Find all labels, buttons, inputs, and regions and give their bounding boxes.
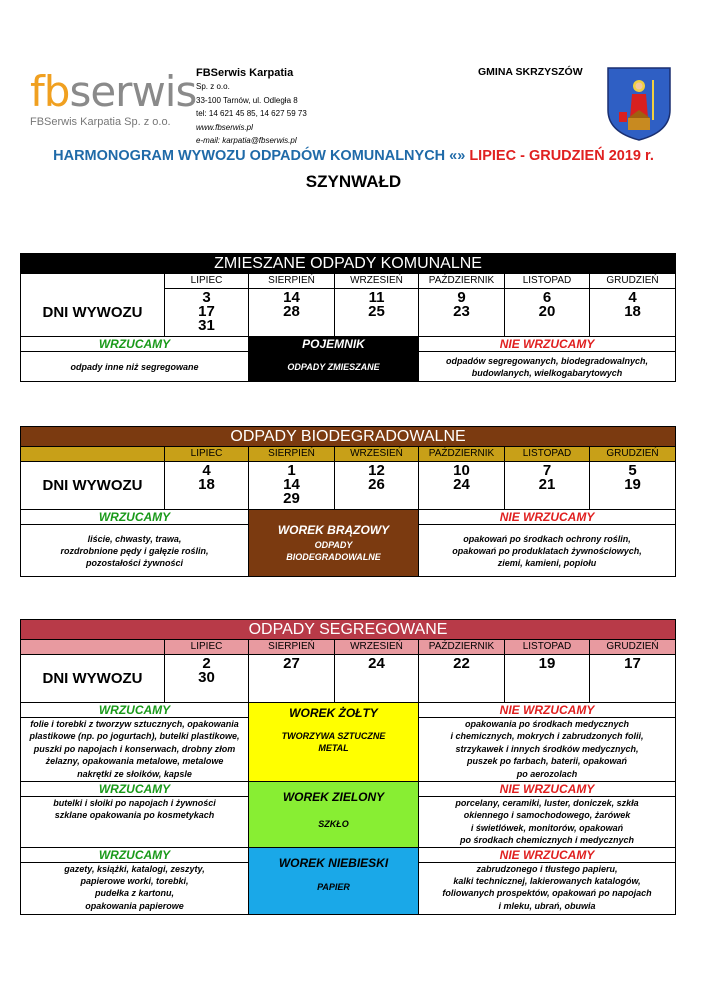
month-header: LIPIEC xyxy=(165,447,249,462)
collection-days: 22 xyxy=(419,655,505,703)
allowed-items: gazety, książki, katalogi, zeszyty, papierowe worki, torebki, pudełka z kartonu, opakowania papierowe xyxy=(21,862,249,914)
container-type: ODPADY BIODEGRADOWALNE xyxy=(286,540,381,562)
allowed-items: liście, chwasty, trawa, rozdrobnione pędy i gałęzie roślin, pozostałości żywności xyxy=(21,525,249,577)
mixed-waste-title: ZMIESZANE ODPADY KOMUNALNE xyxy=(21,254,676,274)
company-name: FBSerwis Karpatia xyxy=(196,67,294,79)
not-allowed-label: NIE WRZUCAMY xyxy=(419,782,676,797)
collection-days: 11 25 xyxy=(335,289,419,337)
company-website: www.fbserwis.pl xyxy=(196,122,253,132)
not-allowed-label: NIE WRZUCAMY xyxy=(419,847,676,862)
allowed-label: WRZUCAMY xyxy=(21,703,249,718)
collection-days: 5 19 xyxy=(590,462,676,510)
month-header: LIPIEC xyxy=(165,274,249,289)
month-header: WRZESIEŃ xyxy=(335,640,419,655)
container-type: ODPADY ZMIESZANE xyxy=(249,352,419,382)
container-title: WOREK ZIELONY xyxy=(282,790,385,804)
container-type: TWORZYWA SZTUCZNE METAL xyxy=(281,731,386,754)
schedule-title xyxy=(0,148,707,164)
bio-waste-title: ODPADY BIODEGRADOWALNE xyxy=(21,427,676,447)
month-header: LISTOPAD xyxy=(505,447,590,462)
collection-days: 27 xyxy=(249,655,335,703)
company-logo xyxy=(30,67,197,128)
collection-days: 3 17 31 xyxy=(165,289,249,337)
collection-days: 6 20 xyxy=(505,289,590,337)
allowed-items: odpady inne niż segregowane xyxy=(21,352,249,382)
collection-days: 10 24 xyxy=(419,462,505,510)
collection-days: 4 18 xyxy=(590,289,676,337)
company-info xyxy=(196,66,307,148)
company-phone: tel: 14 621 45 85, 14 627 59 73 xyxy=(196,109,307,118)
collection-days: 9 23 xyxy=(419,289,505,337)
month-header: LISTOPAD xyxy=(505,640,590,655)
month-header: SIERPIEŃ xyxy=(249,447,335,462)
month-header: PAŹDZIERNIK xyxy=(419,640,505,655)
container-title: WOREK NIEBIESKI xyxy=(278,855,389,870)
collection-days: 2 30 xyxy=(165,655,249,703)
not-allowed-label: NIE WRZUCAMY xyxy=(419,703,676,718)
not-allowed-label: NIE WRZUCAMY xyxy=(419,510,676,525)
allowed-label: WRZUCAMY xyxy=(21,510,249,525)
schedule-title-main: HARMONOGRAM WYWOZU ODPADÓW KOMUNALNYCH «» xyxy=(53,148,466,164)
collection-days-label: DNI WYWOZU xyxy=(21,655,165,703)
month-header: SIERPIEŃ xyxy=(249,640,335,655)
not-allowed-label: NIE WRZUCAMY xyxy=(419,337,676,352)
company-email: e-mail: karpatia@fbserwis.pl xyxy=(196,136,297,145)
locality-name: SZYNWAŁD xyxy=(305,172,402,191)
allowed-label: WRZUCAMY xyxy=(21,782,249,797)
month-header: GRUDZIEŃ xyxy=(590,447,676,462)
blue-bag-container xyxy=(249,847,419,914)
collection-days: 7 21 xyxy=(505,462,590,510)
allowed-items: butelki i słoiki po napojach i żywności szklane opakowania po kosmetykach xyxy=(21,797,249,848)
month-header: PAŹDZIERNIK xyxy=(419,274,505,289)
collection-days-label: DNI WYWOZU xyxy=(21,462,165,510)
month-header: PAŹDZIERNIK xyxy=(419,447,505,462)
segregated-waste-table xyxy=(20,619,676,915)
month-header: GRUDZIEŃ xyxy=(590,274,676,289)
month-header: SIERPIEŃ xyxy=(249,274,335,289)
month-header: GRUDZIEŃ xyxy=(590,640,676,655)
green-bag-container xyxy=(249,782,419,848)
logo-fb-text: fb xyxy=(30,67,70,116)
mixed-waste-table xyxy=(20,253,676,382)
allowed-label: WRZUCAMY xyxy=(21,337,249,352)
not-allowed-items: zabrudzonego i tłustego papieru, kalki technicznej, lakierowanych katalogów, foliowanych prospektów, opakowań po napojach i mleku, ubrań, obuwia xyxy=(419,862,676,914)
collection-days: 12 26 xyxy=(335,462,419,510)
allowed-items: folie i torebki z tworzyw sztucznych, opakowania plastikowe (np. po jogurtach), butelki plastikowe, puszki po napojach i konserwach, drobny złom żelazny, opakowania metalowe, metalowe nakrętki ze słoików, kapsle xyxy=(21,718,249,782)
bio-waste-table xyxy=(20,426,676,577)
collection-days: 19 xyxy=(505,655,590,703)
month-header: WRZESIEŃ xyxy=(335,274,419,289)
company-address: 33-100 Tarnów, ul. Odległa 8 xyxy=(196,95,298,105)
container-type: PAPIER xyxy=(317,881,350,892)
month-header: WRZESIEŃ xyxy=(335,447,419,462)
collection-days: 1 14 29 xyxy=(249,462,335,510)
collection-days: 4 18 xyxy=(165,462,249,510)
collection-days: 24 xyxy=(335,655,419,703)
yellow-bag-container xyxy=(249,703,419,782)
collection-days: 17 xyxy=(590,655,676,703)
municipality-name: GMINA SKRZYSZÓW xyxy=(478,66,583,78)
municipality-crest-icon xyxy=(606,66,672,142)
logo-serwis-text: serwis xyxy=(69,67,197,116)
month-header: LISTOPAD xyxy=(505,274,590,289)
container-title: WOREK BRĄZOWY xyxy=(277,523,390,537)
allowed-label: WRZUCAMY xyxy=(21,847,249,862)
month-header: LIPIEC xyxy=(165,640,249,655)
segregated-waste-title: ODPADY SEGREGOWANE xyxy=(21,620,676,640)
collection-days: 14 28 xyxy=(249,289,335,337)
not-allowed-items: porcelany, ceramiki, luster, doniczek, szkła okiennego i samochodowego, żarówek i świetlówek, monitorów, opakowań po środkach chemicznych i medycznych xyxy=(419,797,676,848)
company-legal-form: Sp. z o.o. xyxy=(196,82,230,91)
schedule-title-period: LIPIEC - GRUDZIEŃ 2019 r. xyxy=(469,148,654,164)
collection-days-label: DNI WYWOZU xyxy=(21,289,165,337)
container-type: SZKŁO xyxy=(318,819,349,829)
container-label: POJEMNIK xyxy=(249,337,419,352)
not-allowed-items: odpadów segregowanych, biodegradowalnych, budowlanych, wielkogabarytowych xyxy=(419,352,676,382)
not-allowed-items: opakowań po środkach ochrony roślin, opakowań po produklatach żywnościowych, ziemi, kamieni, popiołu xyxy=(419,525,676,577)
not-allowed-items: opakowania po środkach medycznych i chemicznych, mokrych i zabrudzonych folii, strzykawek i innych środków medycznych, puszek po farbach, baterii, opakowań po aerozolach xyxy=(419,718,676,782)
container-title: WOREK ŻOŁTY xyxy=(289,706,378,720)
logo-subtitle: FBSerwis Karpatia Sp. z o.o. xyxy=(30,116,171,128)
brown-bag-container xyxy=(249,510,419,577)
